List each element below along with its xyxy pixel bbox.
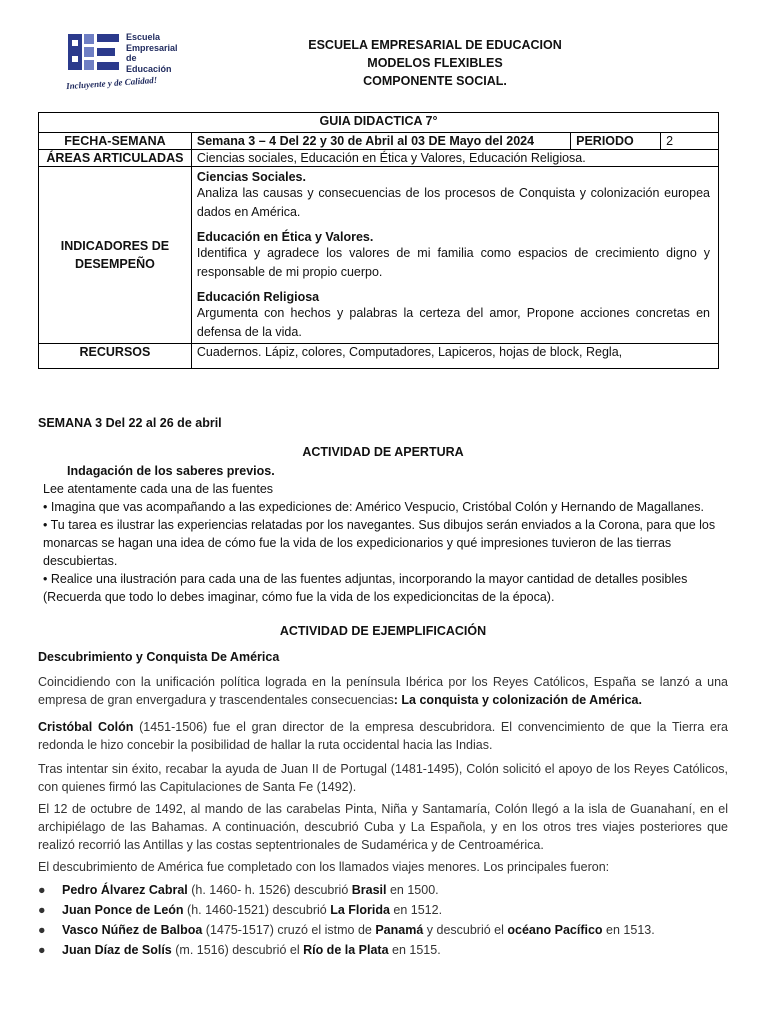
areas-value: Ciencias sociales, Educación en Ética y Valores, Educación Religiosa.: [191, 150, 718, 167]
table-row: [39, 150, 719, 167]
semana-heading: SEMANA 3 Del 22 al 26 de abril: [38, 416, 222, 430]
fecha-label: FECHA-SEMANA: [39, 133, 192, 150]
logo-text: Escuela Empresarial de Educación: [126, 32, 178, 74]
indicador-title: Educación Religiosa: [196, 290, 320, 304]
indicadores-label: INDICADORES DE DESEMPEÑO: [39, 167, 192, 344]
bullet-icon: ●: [38, 923, 46, 937]
recursos-value: Cuadernos. Lápiz, colores, Computadores, Lapiceros, hojas de block, Regla,: [191, 344, 718, 369]
indicador-item: [197, 290, 710, 342]
lee-text: Lee atentamente cada una de las fuentes: [43, 482, 274, 496]
list-item: ● Juan Díaz de Solís (m. 1516) descubrió el Río de la Plata en 1515.: [38, 940, 728, 960]
school-logo: [64, 28, 184, 98]
indicadores-cell: [191, 167, 718, 344]
list-item: ● Vasco Núñez de Balboa (1475-1517) cruzó el istmo de Panamá y descubrió el océano Pacífico en 1513.: [38, 920, 728, 940]
bullet-icon: ●: [38, 883, 46, 897]
indicador-item: [197, 170, 710, 222]
table-row: [39, 133, 719, 150]
areas-label: ÁREAS ARTICULADAS: [39, 150, 192, 167]
indicador-item: [197, 230, 710, 282]
indagacion-heading: Indagación de los saberes previos.: [67, 464, 275, 478]
bullet-icon: ●: [38, 943, 46, 957]
paragraph: Cristóbal Colón (1451-1506) fue el gran director de la empresa descubridora. El convencimiento de que la Tierra era redonda le hizo concebir la posibilidad de hallar la ruta occidental hacia las Indias.: [38, 720, 729, 752]
table-row: [39, 344, 719, 369]
viajes-list: [38, 880, 728, 960]
indicador-title: Educación en Ética y Valores.: [196, 230, 374, 244]
logo-slogan: Incluyente y de Calidad!: [65, 74, 158, 92]
paragraph: El descubrimiento de América fue completado con los llamados viajes menores. Los principales fueron:: [38, 860, 610, 874]
ejemplificacion-title: ACTIVIDAD DE EJEMPLIFICACIÓN: [279, 624, 487, 638]
paragraph: Tras intentar sin éxito, recabar la ayuda de Juan II de Portugal (1481-1495), Colón solicitó el apoyo de los Reyes Católicos, con quienes firmó las Capitulaciones de Santa Fe (1492).: [38, 762, 728, 794]
apertura-bullet: • Tu tarea es ilustrar las experiencias relatadas por los navegantes. Sus dibujos serán enviados a la Corona, para que los monarcas se hagan una idea de cómo fue la vida de los expedicionarios y qué impresiones tuvieron de las tierras descubiertas.: [43, 518, 716, 568]
component-name: COMPONENTE SOCIAL.: [363, 74, 507, 88]
descubrimiento-title: Descubrimiento y Conquista De América: [38, 650, 280, 664]
list-item: ● Juan Ponce de León (h. 1460-1521) descubrió La Florida en 1512.: [38, 900, 728, 920]
paragraph: Coincidiendo con la unificación política lograda en la península Ibérica por los Reyes Católicos, España se lanzó a una empresa de gran envergadura y trascendentales consecuencias: La conquista y colonización de América.: [38, 675, 728, 707]
fecha-value: Semana 3 – 4 Del 22 y 30 de Abril al 03 DE Mayo del 2024: [191, 133, 570, 150]
apertura-bullet: • Imagina que vas acompañando a las expediciones de: Américo Vespucio, Cristóbal Colón y Hernando de Magallanes.: [43, 500, 705, 514]
guide-title: GUIA DIDACTICA 7°: [39, 113, 719, 133]
table-row: [39, 167, 719, 344]
table-row: [39, 113, 719, 133]
program-name: MODELOS FLEXIBLES: [367, 56, 503, 70]
apertura-bullet: • Realice una ilustración para cada una de las fuentes adjuntas, incorporando la mayor cantidad de detalles posibles (Recuerda que todo lo debes imaginar, cómo fue la vida de los expedicioncitas de la época).: [43, 572, 688, 604]
indicador-title: Ciencias Sociales.: [196, 170, 306, 184]
bullet-icon: ●: [38, 903, 46, 917]
logo-mark-icon: [68, 32, 124, 74]
guide-table: [38, 112, 719, 369]
apertura-title: ACTIVIDAD DE APERTURA: [302, 445, 464, 459]
paragraph: El 12 de octubre de 1492, al mando de las carabelas Pinta, Niña y Santamaría, Colón llegó a la isla de Guanahaní, en el archipiélago de las Bahamas. A continuación, descubrió Cuba y La Española, y en los otros tres viajes posteriores que realizó recorrió las Antillas y las costas septentrionales de Sudamérica y de Centroamérica.: [38, 802, 728, 852]
school-name: ESCUELA EMPRESARIAL DE EDUCACION: [308, 38, 562, 52]
periodo-label: PERIODO: [571, 133, 661, 150]
recursos-label: RECURSOS: [39, 344, 192, 369]
periodo-value: 2: [661, 133, 719, 150]
indicador-text: Argumenta con hechos y palabras la certeza del amor, Propone acciones concretas en defensa de la vida.: [196, 306, 710, 339]
indicador-text: Analiza las causas y consecuencias de los procesos de Conquista y colonización europea dados en América.: [196, 186, 710, 219]
document-header: [230, 36, 640, 90]
list-item: ● Pedro Álvarez Cabral (h. 1460- h. 1526) descubrió Brasil en 1500.: [38, 880, 728, 900]
indicador-text: Identifica y agradece los valores de mi familia como espacios de crecimiento digno y responsable de mi propio cuerpo.: [196, 246, 710, 279]
